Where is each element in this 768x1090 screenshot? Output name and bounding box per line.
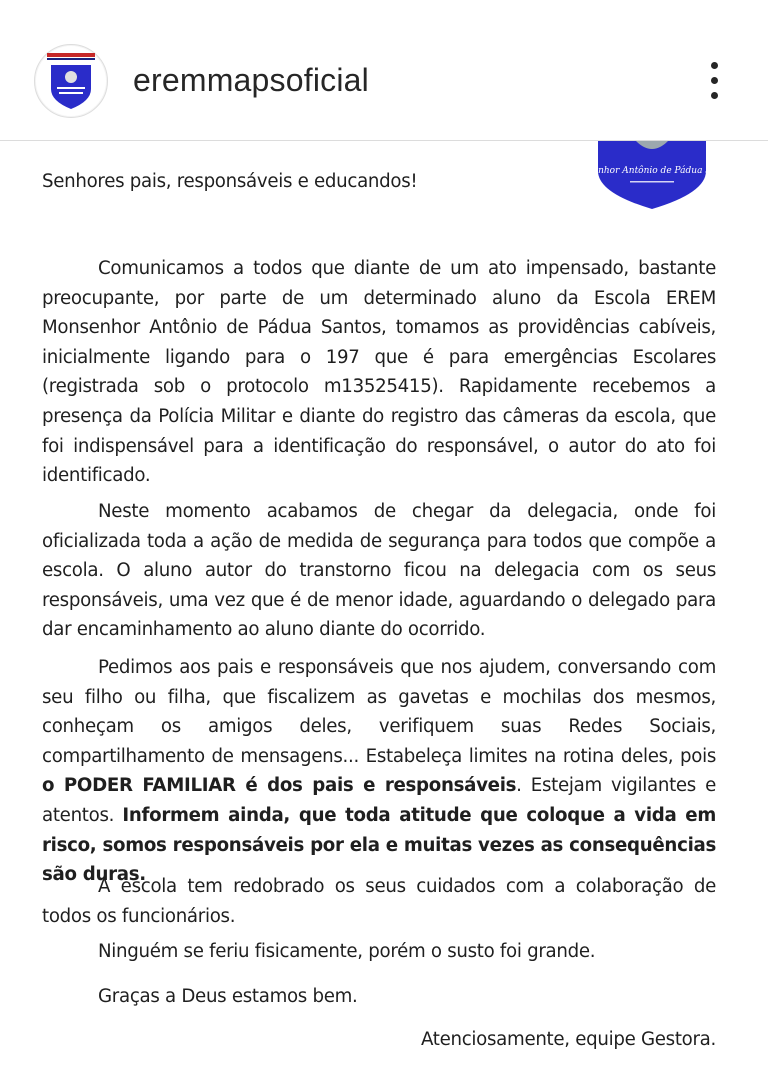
school-crest-icon xyxy=(35,45,107,117)
letter-document xyxy=(0,141,768,1090)
greeting: Senhores pais, responsáveis e educandos! xyxy=(42,171,418,192)
paragraph-2 xyxy=(42,497,716,645)
paragraph-4-text: A escola tem redobrado os seus cuidados com a colaboração de todos os funcionários. xyxy=(42,876,716,927)
paragraph-3-bold-2: Informem ainda, que toda atitude que coloque a vida em risco, somos responsáveis por ela e muitas vezes as consequências são duras. xyxy=(42,804,716,886)
line-5: Ninguém se feriu fisicamente, porém o susto foi grande. xyxy=(98,941,596,962)
paragraph-3-text: Pedimos aos pais e responsáveis que nos ajudem, conversando com seu filho ou filha, que fiscalizem as gavetas e mochilas dos mesmos, conheçam os amigos deles, verifiquem suas Redes Sociais, compartilhamento de mensagens... Estabeleça limites na rotina deles, pois xyxy=(42,657,716,767)
signoff: Atenciosamente, equipe Gestora. xyxy=(420,1029,716,1050)
post-header xyxy=(0,0,768,141)
badge-text: Monsenhor Antônio de Pádua Santos xyxy=(567,166,737,176)
paragraph-1 xyxy=(42,254,716,491)
school-badge-logo xyxy=(567,141,737,211)
more-options-icon[interactable] xyxy=(700,58,730,104)
paragraph-1-text: Comunicamos a todos que diante de um ato impensado, bastante preocupante, por parte de um determinado aluno da Escola EREM Monsenhor Antônio de Pádua Santos, tomamos as providências cabíveis, inicialmente ligando para o 197 que é para emergências Escolares (registrada sob o protocolo m13525415). Rapidamente recebemos a presença da Polícia Militar e diante do registro das câmeras da escola, que foi indispensável para a identificação do responsável, o autor do ato foi identificado. xyxy=(42,258,716,487)
paragraph-2-text: Neste momento acabamos de chegar da delegacia, onde foi oficializada toda a ação de medida de segurança para todos que compõe a escola. O aluno autor do transtorno ficou na delegacia com os seus responsáveis, uma vez que é de menor idade, aguardando o delegado para dar encaminhamento ao aluno diante do ocorrido. xyxy=(42,501,716,641)
paragraph-3-text-2: . Estejam vigilantes e atentos. xyxy=(42,775,716,826)
paragraph-3 xyxy=(42,653,716,890)
paragraph-4 xyxy=(42,872,716,931)
paragraph-3-bold-1: o PODER FAMILIAR é dos pais e responsáveis xyxy=(42,775,517,797)
profile-avatar[interactable] xyxy=(34,44,108,118)
profile-username[interactable]: eremmapsoficial xyxy=(133,62,369,98)
line-6: Graças a Deus estamos bem. xyxy=(98,986,358,1007)
